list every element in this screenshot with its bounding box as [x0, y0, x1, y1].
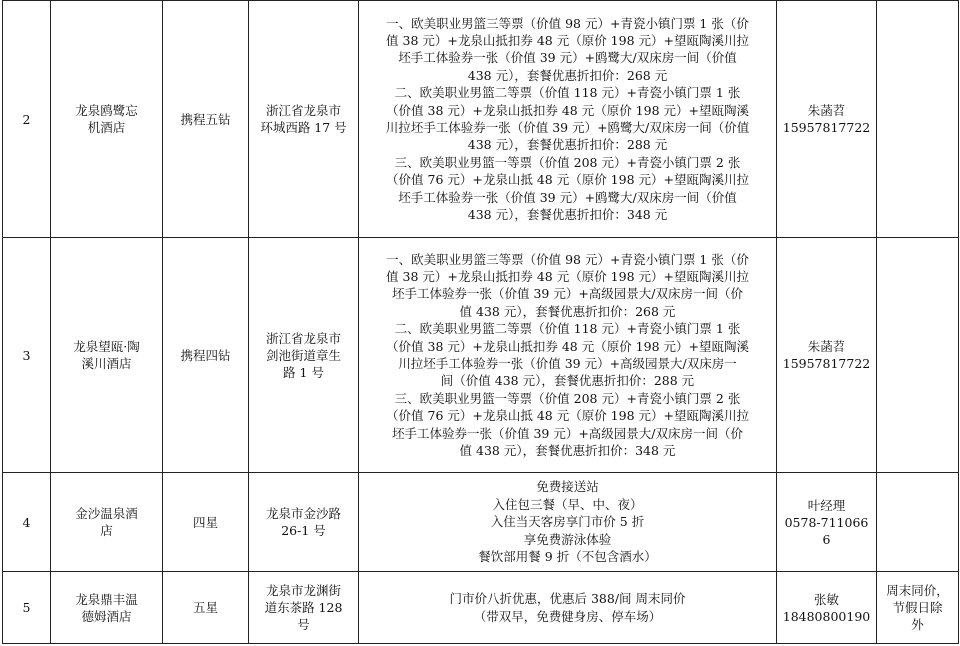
row-number: 3	[3, 238, 51, 473]
hotel-name: 龙泉鼎丰温 德姆酒店	[51, 572, 163, 644]
package-description: 门市价八折优惠，优惠后 388/间 周末同价 （带双早，免费健身房、停车场）	[359, 572, 777, 644]
table-row	[3, 572, 959, 644]
hotel-offer-table	[2, 0, 959, 644]
table-row	[3, 238, 959, 473]
package-description: 一、欧美职业男篮三等票（价值 98 元）+青瓷小镇门票 1 张（价 值 38 元）+龙泉山抵扣券 48 元（原价 198 元）+望瓯陶溪川拉 坯手工体验券一张（价值 39 元）+鸥鹭大/双床房一间（价值 438 元），套餐优惠折扣价：268 元 二、欧美职业男篮二等票（价值 118 元）+青瓷小镇门票 1 张 （价值 38 元）+龙泉山抵扣券 48 元（原价 198 元）+望瓯陶溪 川拉坯手工体验券一张（价值 39 元）+鸥鹭大/双床房一间（价值 438 元），套餐优惠折扣价：288 元 三、欧美职业男篮一等票（价值 208 元）+青瓷小镇门票 2 张 （价值 76 元）+龙泉山抵 48 元（原价 198 元）+望瓯陶溪川拉 坯手工体验券一张（价值 39 元）+鸥鹭大/双床房一间（价值 438 元），套餐优惠折扣价：348 元	[359, 1, 777, 238]
row-number: 2	[3, 1, 51, 238]
hotel-rating: 四星	[163, 473, 249, 572]
hotel-address: 龙泉市金沙路 26-1 号	[249, 473, 359, 572]
hotel-name: 龙泉望瓯·陶 溪川酒店	[51, 238, 163, 473]
package-description: 一、欧美职业男篮三等票（价值 98 元）+青瓷小镇门票 1 张（价 值 38 元）+龙泉山抵扣券 48 元（原价 198 元）+望瓯陶溪川拉 坯手工体验券一张（价值 39 元）+高级园景大/双床房一间（价 值 438 元），套餐优惠折扣价：268 元 二、欧美职业男篮二等票（价值 118 元）+青瓷小镇门票 1 张 （价值 38 元）+龙泉山抵扣券 48 元（原价 198 元）+望瓯陶溪 川拉坯手工体验券一张（价值 39 元）+高级园景大/双床房一 间（价值 438 元），套餐优惠折扣价：288 元 三、欧美职业男篮一等票（价值 208 元）+青瓷小镇门票 2 张 （价值 76 元）+龙泉山抵 48 元（原价 198 元）+望瓯陶溪川拉 坯手工体验券一张（价值 39 元）+高级园景大/双床房一间（价 值 438 元），套餐优惠折扣价：348 元	[359, 238, 777, 473]
hotel-address: 浙江省龙泉市 剑池街道章生 路 1 号	[249, 238, 359, 473]
hotel-name: 龙泉鸥鹭忘 机酒店	[51, 1, 163, 238]
note-cell: 周末同价， 节假日除 外	[877, 572, 959, 644]
row-number: 4	[3, 473, 51, 572]
hotel-address: 浙江省龙泉市 环城西路 17 号	[249, 1, 359, 238]
note-cell	[877, 473, 959, 572]
note-cell	[877, 238, 959, 473]
row-number: 5	[3, 572, 51, 644]
contact-info: 叶经理 0578-711066 6	[777, 473, 877, 572]
hotel-name: 金沙温泉酒 店	[51, 473, 163, 572]
hotel-rating: 携程四钻	[163, 238, 249, 473]
table-row	[3, 1, 959, 238]
contact-info: 张敏 18480800190	[777, 572, 877, 644]
package-description: 免费接送站 入住包三餐（早、中、夜） 入住当天客房享门市价 5 折 享免费游泳体验 餐饮部用餐 9 折（不包含酒水）	[359, 473, 777, 572]
hotel-rating: 携程五钻	[163, 1, 249, 238]
hotel-address: 龙泉市龙渊街 道东茶路 128 号	[249, 572, 359, 644]
hotel-rating: 五星	[163, 572, 249, 644]
contact-info: 朱菡苕 15957817722	[777, 1, 877, 238]
contact-info: 朱菡苕 15957817722	[777, 238, 877, 473]
note-cell	[877, 1, 959, 238]
table-row	[3, 473, 959, 572]
